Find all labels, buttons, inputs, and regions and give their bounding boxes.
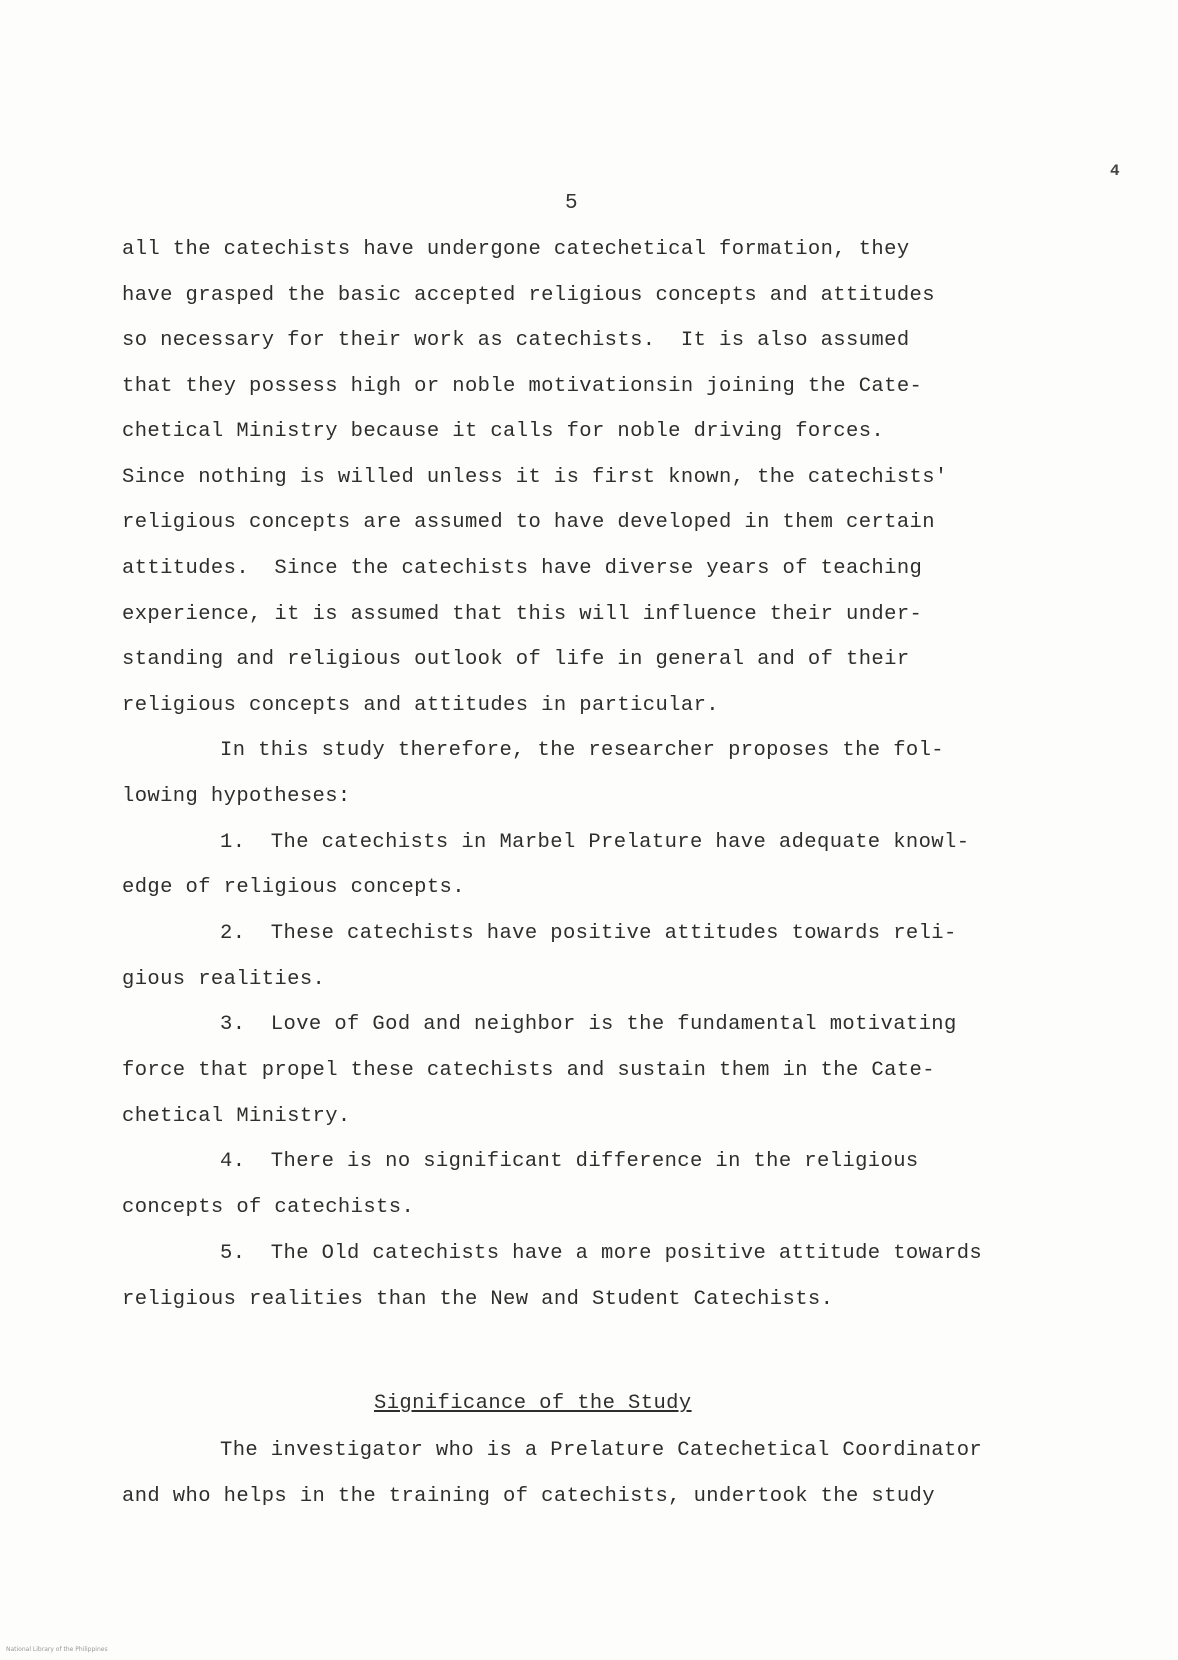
- body-line: experience, it is assumed that this will influence their under-: [122, 603, 923, 626]
- hypothesis-line: concepts of catechists.: [122, 1196, 415, 1219]
- body-line: that they possess high or noble motivationsin joining the Cate-: [122, 375, 923, 398]
- body-line: chetical Ministry because it calls for noble driving forces.: [122, 420, 885, 443]
- body-line: so necessary for their work as catechists. It is also assumed: [122, 329, 910, 352]
- section-line: The investigator who is a Prelature Catechetical Coordinator: [220, 1439, 983, 1462]
- hypothesis-line: 2. These catechists have positive attitudes towards reli-: [220, 922, 957, 945]
- hypothesis-line: force that propel these catechists and sustain them in the Cate-: [122, 1059, 935, 1082]
- hypothesis-line: religious realities than the New and Student Catechists.: [122, 1288, 834, 1311]
- section-heading: Significance of the Study: [374, 1392, 692, 1415]
- footer-note: National Library of the Philippines: [6, 1646, 108, 1653]
- hypothesis-line: 4. There is no significant difference in the religious: [220, 1150, 919, 1173]
- body-line: religious concepts are assumed to have developed in them certain: [122, 511, 935, 534]
- page-number: 5: [565, 192, 578, 215]
- paragraph-line: lowing hypotheses:: [122, 785, 351, 808]
- section-line: and who helps in the training of catechists, undertook the study: [122, 1485, 935, 1508]
- hypothesis-line: gious realities.: [122, 968, 326, 991]
- body-line: have grasped the basic accepted religious concepts and attitudes: [122, 284, 935, 307]
- hypothesis-line: 3. Love of God and neighbor is the fundamental motivating: [220, 1013, 957, 1036]
- hypothesis-line: edge of religious concepts.: [122, 876, 465, 899]
- hypothesis-line: 1. The catechists in Marbel Prelature have adequate knowl-: [220, 831, 970, 854]
- body-line: standing and religious outlook of life in general and of their: [122, 648, 910, 671]
- body-line: attitudes. Since the catechists have diverse years of teaching: [122, 557, 923, 580]
- hypothesis-line: chetical Ministry.: [122, 1105, 351, 1128]
- body-line: religious concepts and attitudes in particular.: [122, 694, 719, 717]
- body-line: Since nothing is willed unless it is first known, the catechists': [122, 466, 948, 489]
- corner-mark: 4: [1110, 162, 1120, 180]
- body-line: all the catechists have undergone catechetical formation, they: [122, 238, 910, 261]
- paragraph-line: In this study therefore, the researcher proposes the fol-: [220, 739, 945, 762]
- hypothesis-line: 5. The Old catechists have a more positive attitude towards: [220, 1242, 983, 1265]
